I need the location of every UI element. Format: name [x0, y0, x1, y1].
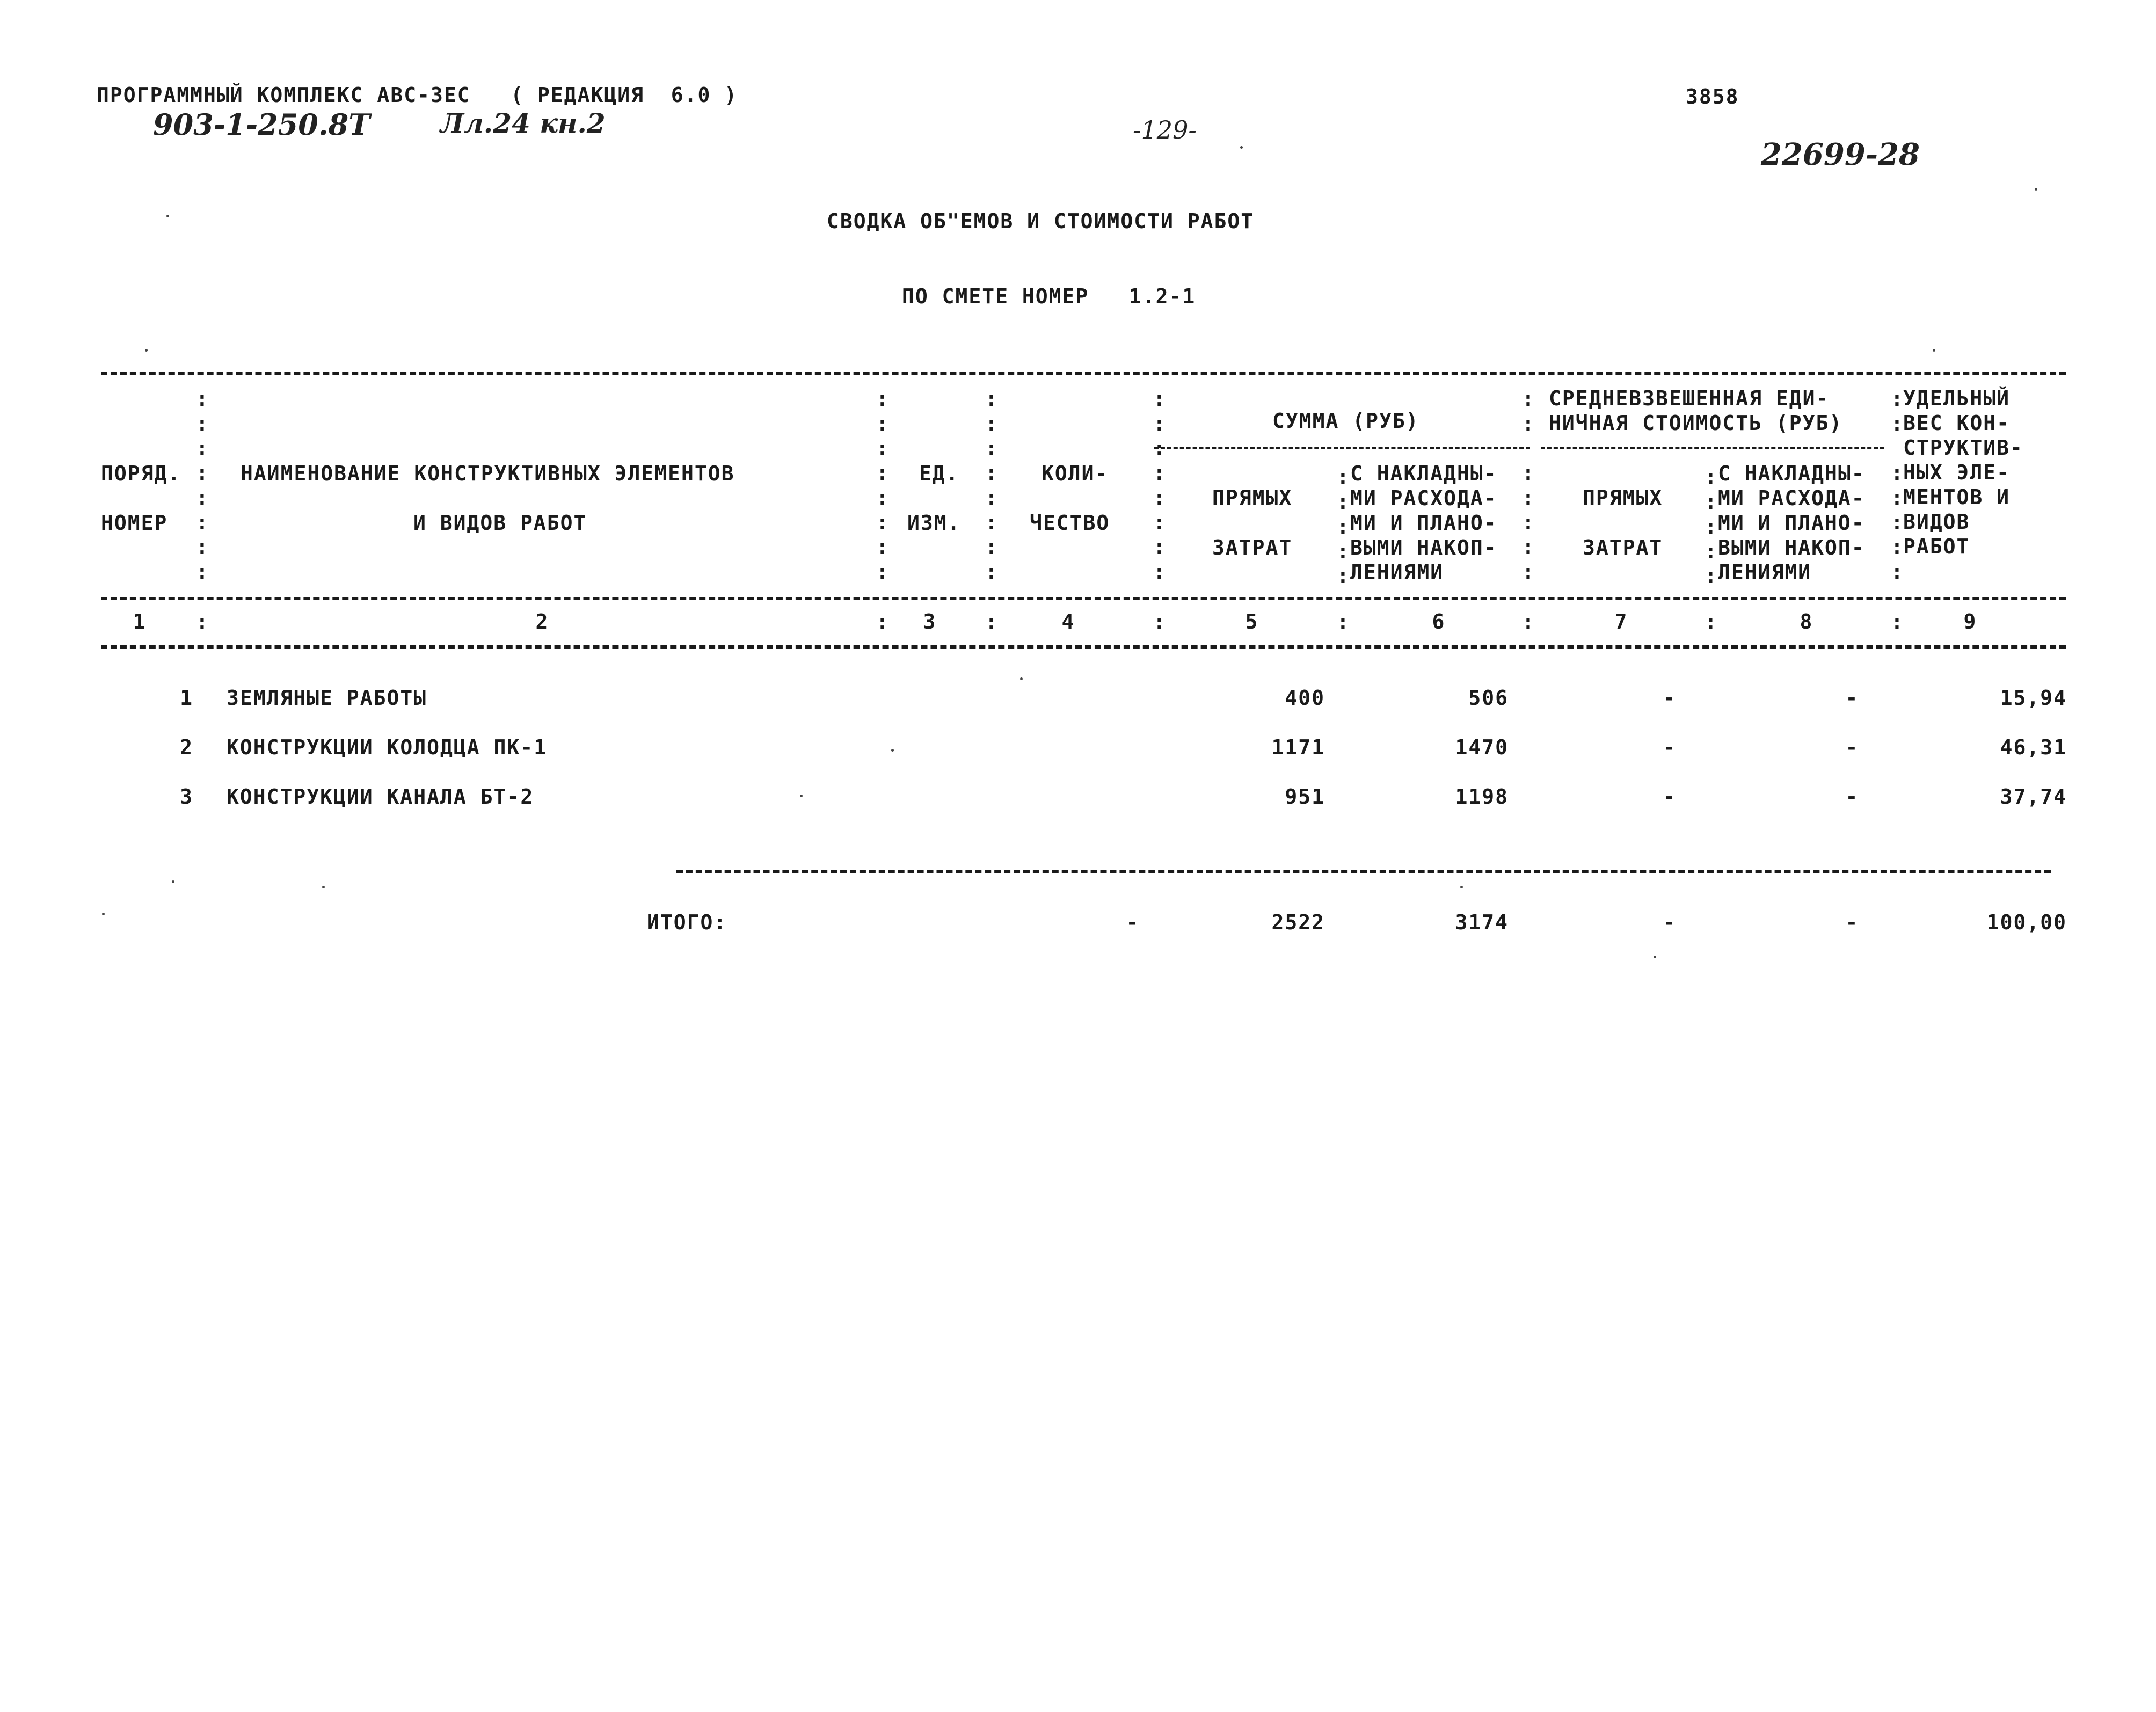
- scan-speck: [1020, 677, 1023, 680]
- col-qty-label-1: КОЛИ-: [1041, 462, 1109, 485]
- row-direct: 1171: [1271, 735, 1325, 759]
- numbers-bottom-rule: [101, 645, 2066, 649]
- col-share-label-1: УДЕЛЬНЫЙ: [1903, 387, 2011, 410]
- row-name: КОНСТРУКЦИИ КАНАЛА БТ-2: [227, 785, 534, 808]
- col-number: 1: [133, 610, 147, 633]
- scan-speck: [1654, 956, 1656, 958]
- row-overhead: 1470: [1455, 735, 1509, 759]
- col-sep-2: : : : : : : : :: [876, 387, 888, 584]
- scan-speck: [172, 880, 174, 883]
- col-number: 3: [923, 610, 937, 633]
- row-name: КОНСТРУКЦИИ КОЛОДЦА ПК-1: [227, 735, 548, 759]
- scan-speck: [145, 349, 148, 352]
- col-sep-7: : : : : :: [1705, 465, 1717, 588]
- col-sep-4: : : : : : : : :: [1153, 387, 1166, 584]
- col-overhead-label-2: МИ РАСХОДА-: [1350, 486, 1497, 510]
- col-share-label-2: ВЕС КОН-: [1903, 411, 2011, 435]
- table-top-rule: [101, 372, 2066, 375]
- total-share: 100,00: [1986, 910, 2067, 934]
- document-subtitle: ПО СМЕТЕ НОМЕР 1.2-1: [902, 285, 1196, 308]
- col-number: 7: [1614, 610, 1628, 633]
- group-avg-label-2: НИЧНАЯ СТОИМОСТЬ (РУБ): [1549, 411, 1843, 435]
- col-share-label-4: НЫХ ЭЛЕ-: [1903, 461, 2011, 484]
- row-avg-overhead: -: [1845, 785, 1859, 808]
- col-sep-8: : : : : : : :: [1891, 387, 1903, 584]
- total-avg-direct: -: [1663, 910, 1677, 934]
- row-number: 3: [180, 785, 193, 808]
- header-bottom-rule: [101, 597, 2066, 600]
- col-avg-overhead-label-3: МИ И ПЛАНО-: [1718, 511, 1865, 535]
- col-unit-label-1: ЕД.: [919, 462, 959, 485]
- col-avg-overhead-label-2: МИ РАСХОДА-: [1718, 486, 1865, 510]
- row-number: 1: [180, 686, 193, 710]
- col-overhead-label-3: МИ И ПЛАНО-: [1350, 511, 1497, 535]
- row-overhead: 506: [1468, 686, 1509, 710]
- col-number: 5: [1245, 610, 1259, 633]
- total-direct: 2522: [1271, 910, 1325, 934]
- col-sep-1: : : : : : : : :: [196, 387, 208, 584]
- sum-group-rule: [1154, 447, 1530, 449]
- col-order-label-2: НОМЕР: [101, 511, 168, 535]
- col-avg-direct-label-1: ПРЯМЫХ: [1583, 486, 1663, 509]
- col-name-label-2: И ВИДОВ РАБОТ: [413, 511, 587, 535]
- col-overhead-label-4: ВЫМИ НАКОП-: [1350, 536, 1497, 559]
- col-unit-label-2: ИЗМ.: [907, 511, 961, 535]
- scan-speck: [102, 913, 105, 915]
- col-sep-6: : : : : : : :: [1522, 387, 1534, 584]
- page-number: -129-: [1133, 115, 1197, 144]
- group-avg-label-1: СРЕДНЕВЗВЕШЕННАЯ ЕДИ-: [1549, 387, 1830, 410]
- col-sep-num: :: [876, 610, 888, 634]
- col-sep-3: : : : : : : : :: [985, 387, 997, 584]
- col-qty-label-2: ЧЕСТВО: [1030, 511, 1110, 535]
- handwritten-doc-number: 22699-28: [1761, 137, 1920, 172]
- col-avg-overhead-label-1: С НАКЛАДНЫ-: [1718, 462, 1865, 485]
- row-direct: 400: [1285, 686, 1325, 710]
- col-name-label-1: НАИМЕНОВАНИЕ КОНСТРУКТИВНЫХ ЭЛЕМЕНТОВ: [241, 462, 735, 485]
- row-direct: 951: [1285, 785, 1325, 808]
- col-share-label-7: РАБОТ: [1903, 535, 1970, 558]
- col-sep-num: :: [1522, 610, 1534, 634]
- col-share-label-5: МЕНТОВ И: [1903, 485, 2011, 509]
- col-number: 9: [1963, 610, 1977, 633]
- col-direct-label-2: ЗАТРАТ: [1212, 536, 1293, 559]
- scan-speck: [1240, 146, 1243, 149]
- row-avg-direct: -: [1663, 686, 1677, 710]
- col-overhead-label-5: ЛЕНИЯМИ: [1350, 560, 1444, 584]
- handwritten-sheet: Лл.24 кн.2: [440, 107, 606, 139]
- col-sep-num: :: [1337, 610, 1349, 634]
- col-sep-num: :: [1891, 610, 1903, 634]
- col-sep-5: : : : : :: [1337, 465, 1349, 588]
- handwritten-code: 903-1-250.8Т: [153, 107, 370, 142]
- row-share: 37,74: [2000, 785, 2067, 808]
- col-overhead-label-1: С НАКЛАДНЫ-: [1350, 462, 1497, 485]
- row-number: 2: [180, 735, 193, 759]
- scan-speck: [1933, 349, 1935, 352]
- col-sep-num: :: [985, 610, 997, 634]
- row-avg-overhead: -: [1845, 686, 1859, 710]
- avg-group-rule: [1541, 447, 1884, 449]
- scan-speck: [800, 795, 803, 797]
- group-sum-label: СУММА (РУБ): [1272, 409, 1419, 433]
- col-avg-direct-label-2: ЗАТРАТ: [1583, 536, 1663, 559]
- total-overhead: 3174: [1455, 910, 1509, 934]
- row-share: 46,31: [2000, 735, 2067, 759]
- scan-speck: [1460, 886, 1463, 888]
- total-qty: -: [1126, 910, 1140, 934]
- col-share-label-6: ВИДОВ: [1903, 510, 1970, 534]
- col-number: 4: [1061, 610, 1075, 633]
- scan-speck: [891, 749, 894, 752]
- col-number: 8: [1800, 610, 1813, 633]
- scan-speck: [2035, 188, 2037, 191]
- col-number: 6: [1432, 610, 1446, 633]
- total-rule: [676, 870, 2051, 873]
- col-number: 2: [535, 610, 549, 633]
- col-sep-num: :: [1705, 610, 1717, 634]
- doc-number: 3858: [1686, 85, 1739, 108]
- col-share-label-3: СТРУКТИВ-: [1903, 436, 2023, 460]
- col-order-label-1: ПОРЯД.: [101, 462, 181, 485]
- row-name: ЗЕМЛЯНЫЕ РАБОТЫ: [227, 686, 427, 710]
- scan-speck: [166, 215, 169, 217]
- row-overhead: 1198: [1455, 785, 1509, 808]
- row-share: 15,94: [2000, 686, 2067, 710]
- col-sep-num: :: [196, 610, 208, 634]
- document-title: СВОДКА ОБ"ЕМОВ И СТОИМОСТИ РАБОТ: [827, 209, 1255, 233]
- col-direct-label-1: ПРЯМЫХ: [1212, 486, 1293, 509]
- col-avg-overhead-label-4: ВЫМИ НАКОП-: [1718, 536, 1865, 559]
- scan-speck: [322, 886, 325, 888]
- total-label: ИТОГО:: [647, 910, 727, 934]
- col-avg-overhead-label-5: ЛЕНИЯМИ: [1718, 560, 1812, 584]
- total-avg-overhead: -: [1845, 910, 1859, 934]
- col-sep-num: :: [1153, 610, 1166, 634]
- row-avg-direct: -: [1663, 735, 1677, 759]
- row-avg-overhead: -: [1845, 735, 1859, 759]
- program-header: ПРОГРАММНЫЙ КОМПЛЕКС АВС-3ЕС ( РЕДАКЦИЯ 6.0 ): [97, 83, 738, 107]
- row-avg-direct: -: [1663, 785, 1677, 808]
